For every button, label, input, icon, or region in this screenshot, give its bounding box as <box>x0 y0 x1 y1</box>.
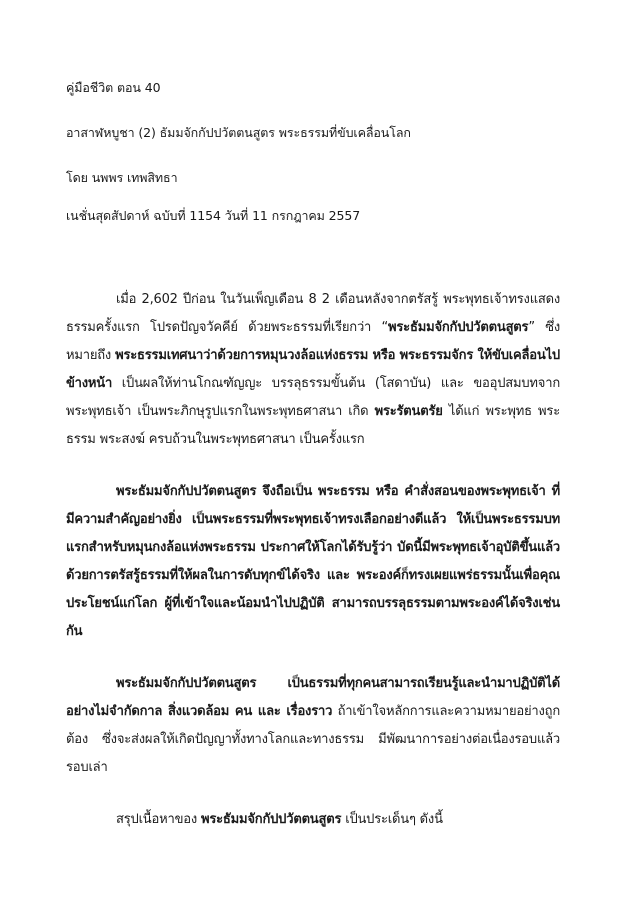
article-source: เนชั่นสุดสัปดาห์ ฉบับที่ 1154 วันที่ 11 กรกฎาคม 2557 <box>66 208 361 223</box>
paragraph-1-text-2: ” ซึ่งหมายถึง <box>66 320 560 363</box>
paragraph-4-text-2: เป็นประเด็นๆ ดังนี้ <box>341 812 443 827</box>
paragraph-2-text: พระธัมมจักกัปปวัตตนสูตร จึงถือเป็น พระธรรม หรือ คำสั่งสอนของพระพุทธเจ้า ที่มีความสำคัญอย่างยิ่ง เป็นพระธรรมที่พระพุทธเจ้าทรงเลือกอย่างดีแล้ว ให้เป็นพระธรรมบทแรกสำหรับหมุนกงล้อแห่งพระธรรม ประกาศให้โลกได้รับรู้ว่า บัดนี้มีพระพุทธเจ้าอุบัติขึ้นแล้ว ด้วยการตรัสรู้ธรรมที่ให้ผลในการดับทุกข์ได้จริง และ พระองค์ก็ทรงเผยแพร่ธรรมนั้นเพื่อคุณประโยชน์แก่โลก ผู้ที่เข้าใจและน้อมนำไปปฏิบัติ สามารถบรรลุธรรมตามพระองค์ได้จริงเช่นกัน <box>66 484 560 639</box>
paragraph-4 <box>66 806 560 834</box>
article-series-title: คู่มือชีวิต ตอน 40 <box>66 80 161 95</box>
paragraph-1-sutta-name: พระธัมมจักกัปปวัตตนสูตร <box>388 320 529 335</box>
paragraph-1-definition: พระธรรมเทศนาว่าด้วยการหมุนวงล้อแห่งธรรม หรือ พระธรรมจักร ให้ขับเคลื่อนไปข้างหน้า <box>66 348 560 391</box>
paragraph-1 <box>66 286 560 454</box>
paragraph-3-text: ถ้าเข้าใจหลักการและความหมายอย่างถูกต้อง ซึ่งจะส่งผลให้เกิดปัญญาทั้งทางโลกและทางธรรม มีพัฒนาการอย่างต่อเนื่องรอบแล้วรอบเล่า <box>66 704 560 775</box>
article-author: โดย นพพร เทพสิทธา <box>66 170 178 185</box>
paragraph-2 <box>66 478 560 646</box>
paragraph-3-bold-text: พระธัมมจักกัปปวัตตนสูตร เป็นธรรมที่ทุกคนสามารถเรียนรู้และนำมาปฏิบัติได้อย่างไม่จำกัดกาล สิ่งแวดล้อม คน และ เรื่องราว <box>66 676 560 719</box>
paragraph-1-text: เมื่อ 2,602 ปีก่อน ในวันเพ็ญเดือน 8 2 เดือนหลังจากตรัสรู้ พระพุทธเจ้าทรงแสดงธรรมครั้งแรก โปรดปัญจวัคคีย์ ด้วยพระธรรมที่เรียกว่า “ <box>66 292 560 335</box>
article-body <box>66 286 560 858</box>
paragraph-1-text-3: เป็นผลให้ท่านโกณฑัญญะ บรรลุธรรมขั้นต้น (โสดาบัน) และ ขออุปสมบทจากพระพุทธเจ้า เป็นพระภิกษุรูปแรกในพระพุทธศาสนา เกิด <box>66 376 560 419</box>
paragraph-1-text-4: ได้แก่ พระพุทธ พระธรรม พระสงฆ์ ครบถ้วนในพระพุทธศาสนา เป็นครั้งแรก <box>66 404 560 447</box>
paragraph-3 <box>66 670 560 782</box>
paragraph-4-sutta-name: พระธัมมจักกัปปวัตตนสูตร <box>200 812 342 827</box>
paragraph-4-text: สรุปเนื้อหาของ <box>116 812 201 827</box>
paragraph-1-triple-gem: พระรัตนตรัย <box>374 404 443 419</box>
article-title: อาสาฬหบูชา (2) ธัมมจักกัปปวัตตนสูตร พระธรรมที่ขับเคลื่อนโลก <box>66 125 411 140</box>
